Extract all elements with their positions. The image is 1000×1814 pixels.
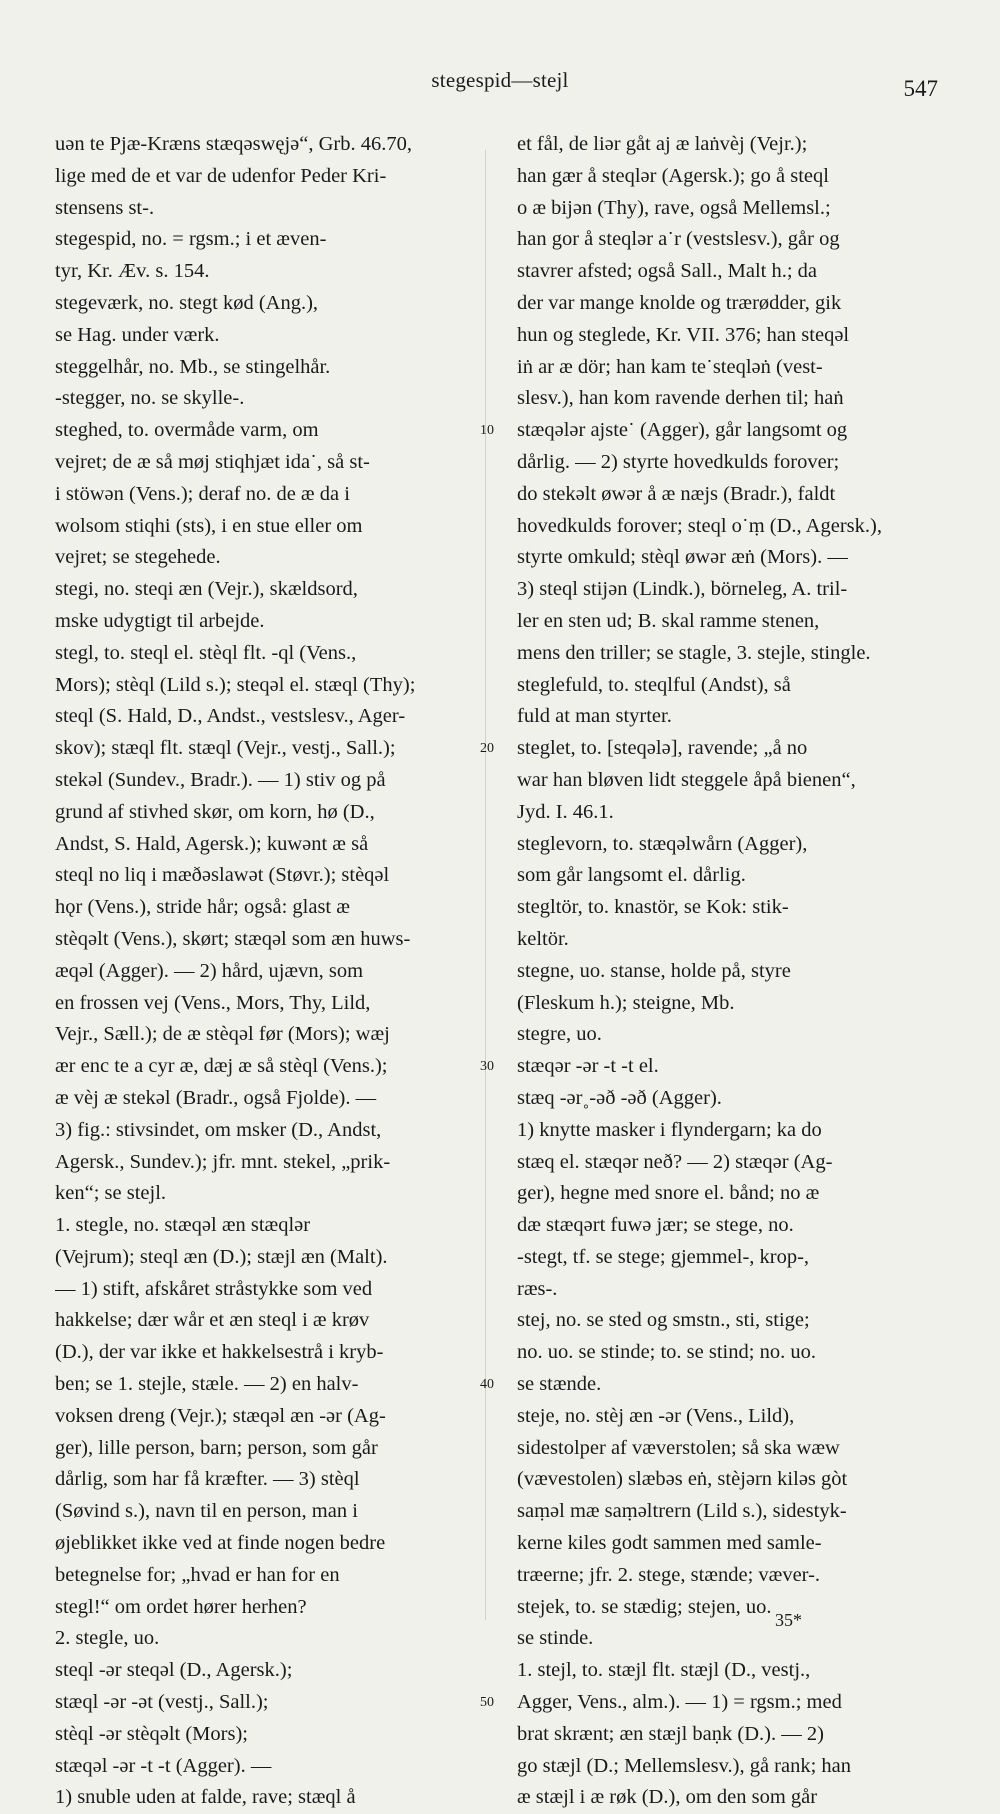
text-line: go stæjl (D.; Mellemslesv.), gå rank; han — [517, 1754, 852, 1777]
text-line: ræs-. — [517, 1277, 558, 1300]
text-line: Mors); stèql (Lild s.); steqəl el. stæql (Thy); — [55, 673, 416, 696]
text-line: ken“; se stejl. — [55, 1182, 167, 1205]
text-line: — 1) stift, afskåret stråstykke som ved — [55, 1277, 373, 1300]
text-line: steghed, to. overmåde varm, om — [55, 419, 319, 442]
text-line: no. uo. se stinde; to. se stind; no. uo. — [517, 1341, 816, 1364]
text-line: 1. stegle, no. stæqəl æn stæqlər — [55, 1214, 311, 1237]
text-line: vejret; de æ så møj stiqhjæt ida˙, så st- — [55, 450, 370, 473]
text-line: 3) steql stijən (Lindk.), börneleg, A. tril- — [517, 578, 848, 601]
text-line: hǫr (Vens.), stride hår; også: glast æ — [55, 896, 350, 919]
signature-mark: 35* — [775, 1610, 802, 1630]
line-number: 10 — [480, 423, 494, 439]
text-line: steql (S. Hald, D., Andst., vestslesv., Ager- — [55, 705, 406, 728]
text-line: æ vèj æ stekəl (Bradr., også Fjolde). — — [55, 1086, 377, 1109]
text-line: ben; se 1. stejle, stæle. — 2) en halv- — [55, 1373, 359, 1396]
text-line: vejret; se stegehede. — [55, 546, 221, 569]
text-line: Vejr., Sæll.); de æ stèqəl før (Mors); wæj — [55, 1023, 390, 1046]
text-line: han gor å steqlər a˙r (vestslesv.), går og — [517, 228, 840, 251]
text-line: (vævestolen) slæbəs eṅ, stèjərn kiləs gòt — [517, 1468, 848, 1491]
text-line: ger), hegne med snore el. bånd; no æ — [517, 1182, 820, 1205]
text-line: styrte omkuld; stèql øwər æṅ (Mors). — — [517, 546, 848, 569]
text-line: æqəl (Agger). — 2) hård, ujævn, som — [55, 959, 364, 982]
text-line: i stöwən (Vens.); deraf no. de æ da i — [55, 482, 350, 505]
text-line: stensens st-. — [55, 196, 155, 219]
text-line: 1) knytte masker i flyndergarn; ka do — [517, 1118, 822, 1141]
text-line: en frossen vej (Vens., Mors, Thy, Lild, — [55, 991, 371, 1014]
text-line: 1. stejl, to. stæjl flt. stæjl (D., vestj., — [517, 1659, 811, 1682]
text-line: Andst, S. Hald, Agersk.); kuwənt æ så — [55, 832, 369, 855]
text-line: (Fleskum h.); steigne, Mb. — [517, 991, 735, 1014]
text-line: brat skrænt; æn stæjl baṇk (D.). — 2) — [517, 1722, 824, 1745]
text-line: steql -ər steqəl (D., Agersk.); — [55, 1659, 293, 1682]
text-line: et fål, de liər gåt aj æ laṅvèj (Vejr.); — [517, 133, 808, 155]
text-line: stæqələr ajste˙ (Agger), går langsomt og — [517, 419, 848, 442]
text-line: Jyd. I. 46.1. — [517, 800, 614, 823]
text-line: hakkelse; dær wår et æn steql i æ krøv — [55, 1309, 370, 1332]
text-line: se Hag. under værk. — [55, 323, 220, 346]
text-line: saṃəl mæ saṃəltrern (Lild s.), sidestyk- — [517, 1500, 847, 1523]
text-line: stavrer afsted; også Sall., Malt h.; da — [517, 260, 818, 283]
text-line: se stænde. — [517, 1373, 602, 1396]
text-line: stæql -ər -ət (vestj., Sall.); — [55, 1691, 269, 1714]
text-line: stegl, to. steql el. stèql flt. -ql (Vens., — [55, 641, 357, 664]
text-line: stèql -ər stèqəlt (Mors); — [55, 1722, 248, 1745]
text-line: skov); stæql flt. stæql (Vejr., vestj., Sall.); — [55, 737, 396, 760]
text-line: han gær å steqlər (Agersk.); go å steql — [517, 164, 829, 187]
text-line: ler en sten ud; B. skal ramme stenen, — [517, 609, 820, 632]
text-line: steglet, to. [steqələ], ravende; „å no — [517, 737, 808, 760]
text-line: -stegt, tf. se stege; gjemmel-, krop-, — [517, 1245, 810, 1268]
text-line: steql no liq i mæðəslawət (Støvr.); stèqəl — [55, 864, 390, 887]
text-line: -stegger, no. se skylle-. — [55, 387, 245, 410]
text-line: fuld at man styrter. — [517, 705, 672, 728]
text-line: stegre, uo. — [517, 1023, 602, 1046]
text-line: steje, no. stèj æn -ər (Vens., Lild), — [517, 1404, 795, 1427]
text-line: o æ bijən (Thy), rave, også Mellemsl.; — [517, 196, 831, 219]
text-line: æ stæjl i æ røk (D.), om den som går — [517, 1786, 818, 1809]
text-line: Agersk., Sundev.); jfr. mnt. stekel, „prik- — [55, 1150, 391, 1173]
right-column — [517, 129, 932, 1814]
text-line: dårlig, som har få kræfter. — 3) stèql — [55, 1468, 360, 1491]
text-line: sidestolper af væverstolen; så ska wæw — [517, 1436, 840, 1459]
text-line: keltör. — [517, 927, 569, 950]
text-line: tyr, Kr. Æv. s. 154. — [55, 260, 210, 283]
text-line: hovedkulds forover; steql o˙ṃ (D., Agersk.), — [517, 514, 882, 537]
text-line: ær enc te a cyr æ, dæj æ så stèql (Vens.); — [55, 1055, 388, 1078]
text-line: betegnelse for; „hvad er han for en — [55, 1563, 340, 1586]
text-line: stegi, no. steqi æn (Vejr.), skældsord, — [55, 578, 358, 601]
text-line: iṅ ar æ dör; han kam te˙steqləṅ (vest- — [517, 355, 823, 378]
text-line: se stinde. — [517, 1627, 594, 1650]
text-line: steglefuld, to. steqlful (Andst), så — [517, 673, 791, 696]
text-line: stegespid, no. = rgsm.; i et æven- — [55, 228, 327, 251]
text-line: stegeværk, no. stegt kød (Ang.), — [55, 291, 319, 314]
text-line: voksen dreng (Vejr.); stæqəl æn -ər (Ag- — [55, 1404, 386, 1427]
text-line: 2. stegle, uo. — [55, 1627, 160, 1650]
text-line: grund af stivhed skør, om korn, hø (D., — [55, 800, 375, 823]
text-line: hun og steglede, Kr. VII. 376; han steqəl — [517, 323, 850, 346]
text-line: slesv.), han kom ravende derhen til; haṅ — [517, 387, 844, 410]
text-line: stej, no. se sted og smstn., sti, stige; — [517, 1309, 810, 1332]
page-number: 547 — [903, 76, 938, 101]
line-number: 30 — [480, 1059, 494, 1075]
text-line: stegl!“ om ordet hører herhen? — [55, 1595, 307, 1618]
text-line: stekəl (Sundev., Bradr.). — 1) stiv og på — [55, 768, 386, 791]
text-line: steglevorn, to. stæqəlwårn (Agger), — [517, 832, 808, 855]
text-line: lige med de et var de udenfor Peder Kri- — [55, 164, 387, 187]
text-line: uən te Pjæ-Kræns stæqəswęjə“, Grb. 46.70, — [55, 133, 412, 155]
text-line: stæqər -ər -t -t el. — [517, 1055, 659, 1078]
text-line: dårlig. — 2) styrte hovedkulds forover; — [517, 450, 840, 473]
text-line: Agger, Vens., alm.). — 1) = rgsm.; med — [517, 1691, 842, 1714]
text-line: steggelhår, no. Mb., se stingelhår. — [55, 355, 331, 378]
text-line: dæ stæqərt fuwə jær; se stege, no. — [517, 1214, 794, 1237]
line-number: 40 — [480, 1377, 494, 1393]
text-line: der var mange knolde og trærødder, gik — [517, 291, 842, 314]
text-line: som går langsomt el. dårlig. — [517, 864, 746, 887]
text-line: wolsom stiqhi (sts), i en stue eller om — [55, 514, 363, 537]
text-line: træerne; jfr. 2. stege, stænde; væver-. — [517, 1563, 821, 1586]
text-line: (D.), der var ikke et hakkelsestrå i kryb- — [55, 1341, 384, 1364]
text-line: (Vejrum); steql æn (D.); stæjl æn (Malt). — [55, 1245, 388, 1268]
text-line: stæq -ər˳-əð -əð (Agger). — [517, 1086, 722, 1109]
text-line: do stekəlt øwər å æ næjs (Bradr.), faldt — [517, 482, 836, 505]
text-line: 1) snuble uden at falde, rave; stæql å — [55, 1786, 356, 1809]
text-line: mens den triller; se stagle, 3. stejle, stingle. — [517, 641, 871, 664]
text-line: stæqəl -ər -t -t (Agger). — — [55, 1754, 272, 1777]
text-line: stèqəlt (Vens.), skørt; stæqəl som æn huws- — [55, 927, 411, 950]
text-line: stejek, to. se stædig; stejen, uo. — [517, 1595, 772, 1618]
text-line: stæq el. stæqər neð? — 2) stæqər (Ag- — [517, 1150, 833, 1173]
text-line: kerne kiles godt sammen med samle- — [517, 1532, 822, 1555]
text-line: 3) fig.: stivsindet, om msker (D., Andst, — [55, 1118, 382, 1141]
running-head: stegespid—stejl — [431, 68, 569, 92]
text-line: war han bløven lidt steggele åpå bienen“, — [517, 768, 856, 791]
text-line: ger), lille person, barn; person, som går — [55, 1436, 378, 1459]
text-line: (Søvind s.), navn til en person, man i — [55, 1500, 358, 1523]
text-line: stegne, uo. stanse, holde på, styre — [517, 959, 791, 982]
left-column — [55, 129, 480, 1814]
line-number: 50 — [480, 1695, 494, 1711]
text-line: mske udygtigt til arbejde. — [55, 609, 265, 632]
line-number: 20 — [480, 741, 494, 757]
text-line: øjeblikket ikke ved at finde nogen bedre — [55, 1532, 386, 1555]
text-line: stegltör, to. knastör, se Kok: stik- — [517, 896, 789, 919]
